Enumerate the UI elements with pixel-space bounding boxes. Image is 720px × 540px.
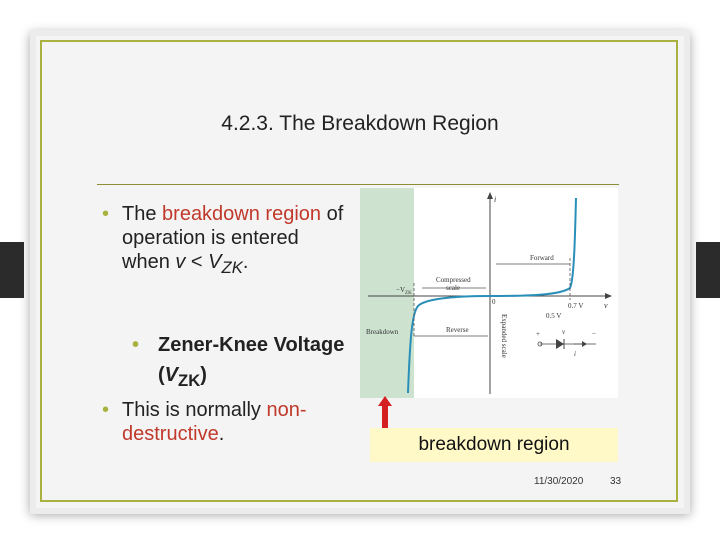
- v05-label: 0.5 V: [546, 312, 562, 320]
- symbol-v: V: [164, 364, 179, 386]
- circuit-v-label: v: [562, 328, 566, 336]
- plus-label: +: [536, 330, 540, 338]
- circuit-i-label: i: [574, 350, 576, 358]
- caption-box: [370, 428, 618, 462]
- period: .: [242, 251, 249, 273]
- bullet-text: [102, 398, 362, 446]
- diode-circuit-icon: [536, 328, 596, 358]
- sub-bullet-item: [132, 330, 352, 396]
- closing-paren: ): [200, 364, 207, 386]
- bullet-middle: of operation is entered when: [122, 203, 344, 273]
- variable-v: v: [175, 251, 186, 273]
- bullet-item: [102, 202, 352, 280]
- bullet-dot-icon: •: [102, 399, 110, 421]
- footer-date: 11/30/2020: [534, 476, 584, 487]
- caption-text: breakdown region: [418, 434, 570, 455]
- title-divider: [97, 184, 619, 185]
- neg-vzk-label: $-V_{ZK}$: [396, 286, 412, 296]
- forward-label: Forward: [530, 254, 554, 262]
- sub-bullet-text: [132, 330, 352, 396]
- right-edge-tab: [696, 242, 720, 298]
- symbol-subscript: ZK: [178, 371, 201, 390]
- v07-label: 0.7 V: [568, 302, 584, 310]
- bullet-prefix: This is normally: [122, 399, 267, 421]
- sub-bullet-label: Zener-Knee Voltage (: [158, 334, 345, 386]
- breakdown-label: Breakdown: [366, 328, 399, 336]
- iv-characteristic-svg: [360, 188, 618, 398]
- slide-number: 33: [610, 476, 622, 487]
- v-axis-arrow-icon: [605, 293, 612, 299]
- bullet-highlight: non-destructive: [122, 399, 307, 445]
- bullet-item: [102, 398, 362, 446]
- scale-label: scale: [446, 284, 460, 292]
- bullet-highlight: breakdown region: [162, 203, 322, 225]
- symbol-v: V: [208, 251, 222, 273]
- v-axis-label: v: [604, 301, 608, 310]
- bullet-dot-icon: •: [102, 203, 110, 225]
- bullet-dot-icon: •: [132, 334, 140, 356]
- i-axis-label: i: [494, 195, 497, 204]
- i-axis-arrow-icon: [487, 192, 493, 199]
- symbol-subscript: ZK: [221, 258, 243, 277]
- diode-iv-figure: [360, 188, 618, 398]
- origin-label: 0: [492, 298, 496, 306]
- left-edge-tab: [0, 242, 24, 298]
- reverse-label: Reverse: [446, 326, 469, 334]
- relation: <: [185, 251, 209, 273]
- slide-title: 4.2.3. The Breakdown Region: [221, 112, 499, 135]
- bullet-prefix: The: [122, 203, 163, 225]
- bullet-text: [102, 202, 352, 280]
- expanded-scale-label: Expanded scale: [500, 314, 508, 358]
- compressed-label: Compressed: [436, 276, 471, 284]
- period: .: [218, 423, 225, 445]
- minus-label: −: [592, 330, 596, 338]
